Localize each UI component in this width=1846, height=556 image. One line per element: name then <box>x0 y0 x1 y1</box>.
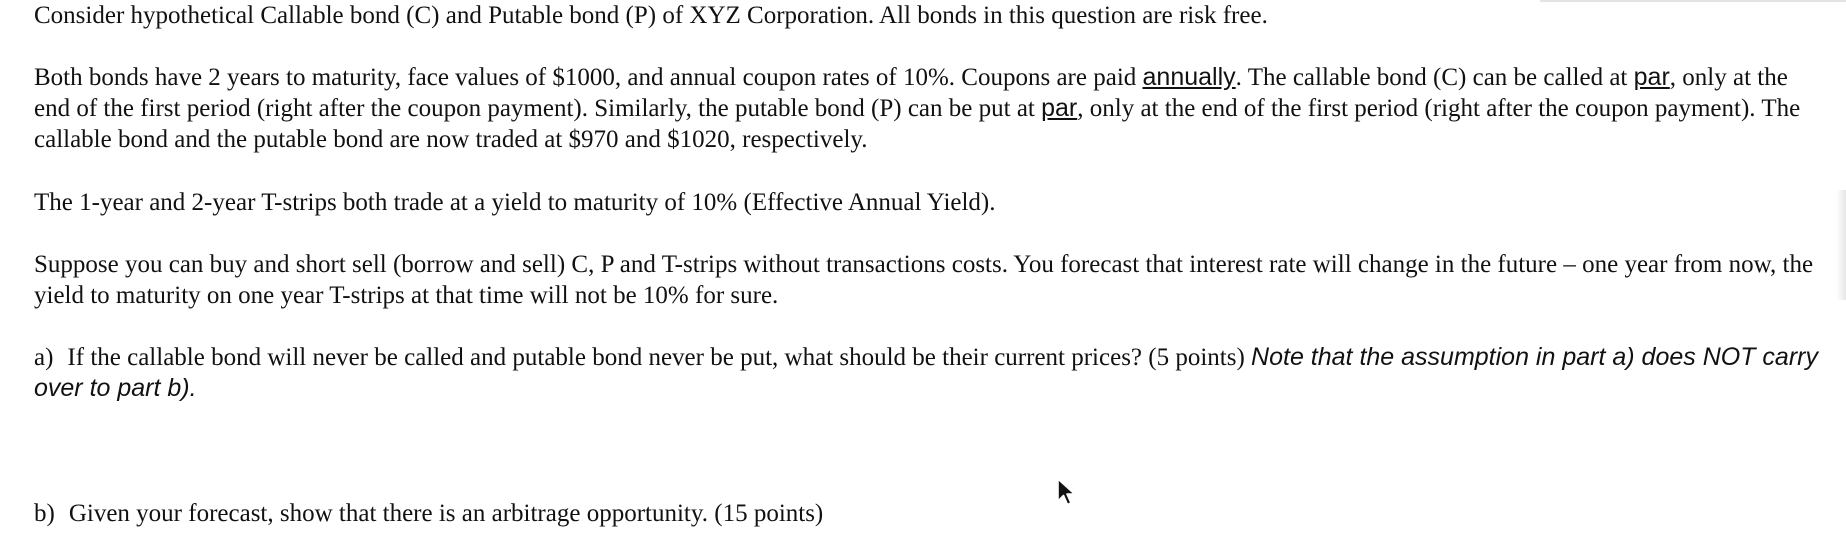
intro-paragraph: Consider hypothetical Callable bond (C) and Putable bond (P) of XYZ Corporation. All bonds in this question are risk free. <box>34 2 1268 29</box>
annually-link[interactable]: annually <box>1142 63 1236 91</box>
terms-paragraph <box>34 62 1824 155</box>
terms-text-1: Both bonds have 2 years to maturity, face values of $1000, and annual coupon rates of 10%. Coupons are paid <box>34 64 1143 91</box>
terms-text-2: . The callable bond (C) can be called at <box>1235 64 1634 91</box>
forecast-paragraph: Suppose you can buy and short sell (borrow and sell) C, P and T-strips without transactions costs. You forecast that interest rate will change in the future – one year from now, the yield to maturity on one year T-strips at that time will not be 10% for sure. <box>34 251 1814 309</box>
tstrips-paragraph: The 1-year and 2-year T-strips both trade at a yield to maturity of 10% (Effective Annual Yield). <box>34 189 996 216</box>
part-a-label: a) <box>34 344 54 371</box>
part-a-question <box>34 342 1824 404</box>
scroll-edge-shadow <box>1836 190 1846 300</box>
part-b-question <box>34 498 1824 529</box>
part-a-note: Note that the assumption in part a) does NOT carry over to part b). <box>34 343 1818 402</box>
mouse-pointer-icon <box>1056 477 1078 507</box>
part-b-text: Given your forecast, show that there is an arbitrage opportunity. (15 points) <box>68 500 824 527</box>
part-a-text: If the callable bond will never be called and putable bond never be put, what should be their current prices? (5 points) <box>67 344 1252 371</box>
terms-text-3: , only at the end of the first period (right after the coupon payment). Similarly, the putable bond (P) can be put at <box>34 64 1788 122</box>
part-b-label: b) <box>34 500 55 527</box>
par-link-1[interactable]: par <box>1633 63 1670 91</box>
par-link-2[interactable]: par <box>1041 94 1078 122</box>
terms-text-4: , only at the end of the first period (right after the coupon payment). The callable bond and the putable bond are now traded at $970 and $1020, respectively. <box>34 95 1801 153</box>
